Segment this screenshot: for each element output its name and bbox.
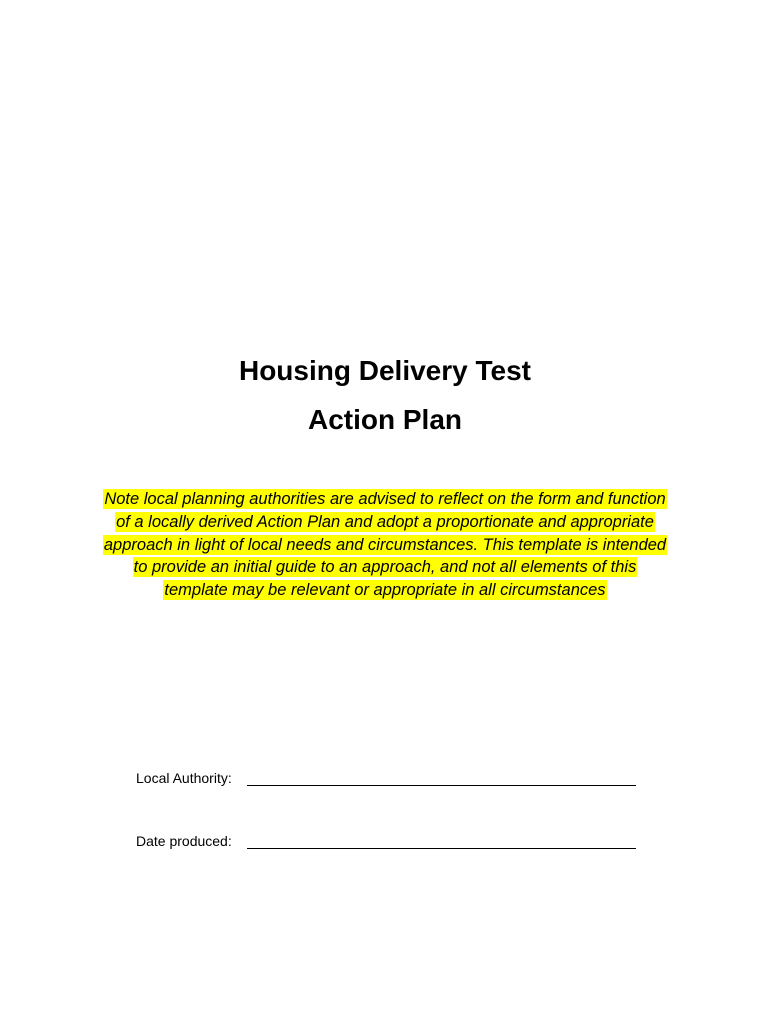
- highlighted-text: to provide an initial guide to an approach, and not all elements of this: [133, 558, 637, 576]
- local-authority-label: Local Authority:: [136, 770, 232, 786]
- note-line: [0, 558, 770, 577]
- note-line: [0, 581, 770, 600]
- note-line: [0, 513, 770, 532]
- highlighted-text: of a locally derived Action Plan and adopt a proportionate and appropriate: [116, 513, 654, 531]
- highlighted-text: template may be relevant or appropriate in all circumstances: [164, 581, 606, 599]
- local-authority-field: [136, 770, 232, 786]
- note-line: [0, 490, 770, 509]
- date-produced-field: [136, 833, 232, 849]
- highlighted-text: Note local planning authorities are advised to reflect on the form and function: [104, 490, 666, 508]
- date-produced-label: Date produced:: [136, 833, 232, 849]
- document-subtitle: Action Plan: [307, 404, 462, 435]
- note-line: [0, 536, 770, 555]
- highlighted-text: approach in light of local needs and circumstances. This template is intended: [103, 536, 667, 554]
- local-authority-input-line[interactable]: [247, 785, 636, 786]
- document-title: Housing Delivery Test: [238, 355, 531, 386]
- date-produced-input-line[interactable]: [247, 848, 636, 849]
